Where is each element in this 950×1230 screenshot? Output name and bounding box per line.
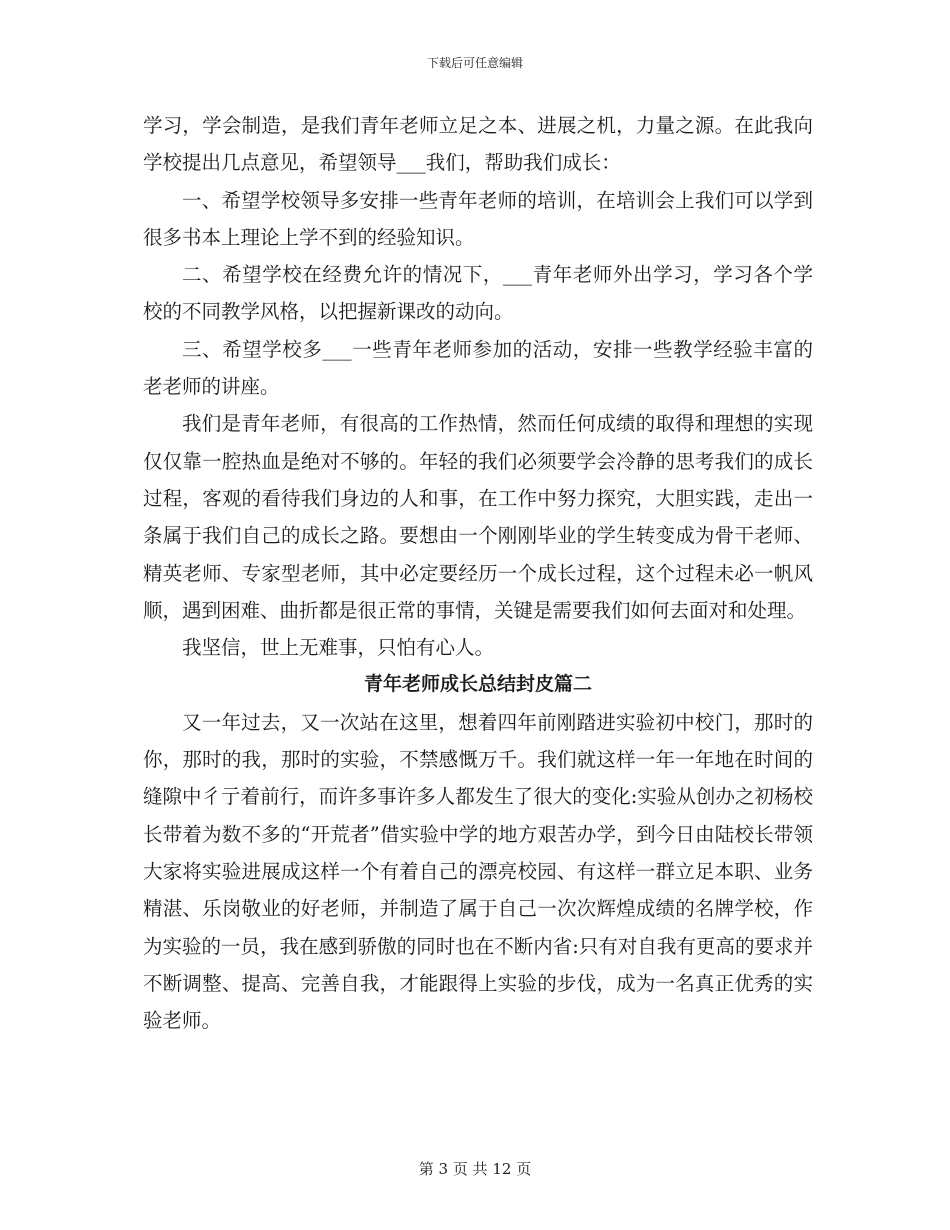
paragraph-2: 一、希望学校领导多安排一些青年老师的培训，在培训会上我们可以学到很多书本上理论上学不到的经验知识。 bbox=[143, 188, 813, 249]
page-footer-number: 第 3 页 共 12 页 bbox=[418, 1160, 532, 1178]
paragraph-7: 又一年过去，又一次站在这里，想着四年前刚踏进实验初中校门，那时的你，那时的我，那时的实验，不禁感慨万千。我们就这样一年一年地在时间的缝隙中彳亍着前行，而许多事许多人都发生了很大的变化:实验从创办之初杨校长带着为数不多的“开荒者”借实验中学的地方艰苦办学，到今日由陆校长带领大家将实验进展成这样一个有着自己的漂亮校园、有这样一群立足本职、业务精湛、乐岗敬业的好老师，并制造了属于自己一次次辉煌成绩的名牌学校，作为实验的一员，我在感到骄傲的同时也在不断内省:只有对自我有更高的要求并不断调整、提高、完善自我，才能跟得上实验的步伐，成为一名真正优秀的实验老师。 bbox=[143, 710, 813, 1033]
page-header-note: 下载后可任意编辑 bbox=[426, 56, 523, 70]
paragraph-1: 学习，学会制造，是我们青年老师立足之本、进展之机，力量之源。在此我向学校提出几点意见，希望领导___我们，帮助我们成长： bbox=[143, 114, 813, 175]
section-title: 青年老师成长总结封皮篇二 bbox=[363, 673, 592, 696]
document-body bbox=[143, 107, 813, 1039]
paragraph-6: 我坚信，世上无难事，只怕有心人。 bbox=[182, 636, 495, 660]
paragraph-4: 三、希望学校多___一些青年老师参加的活动，安排一些教学经验丰富的老老师的讲座。 bbox=[143, 337, 813, 399]
paragraph-5: 我们是青年老师，有很高的工作热情，然而任何成绩的取得和理想的实现仅仅靠一腔热血是绝对不够的。年轻的我们必须要学会冷静的思考我们的成长过程，客观的看待我们身边的人和事，在工作中努力探究，大胆实践，走出一条属于我们自己的成长之路。要想由一个刚刚毕业的学生转变成为骨干老师、精英老师、专家型老师，其中必定要经历一个成长过程，这个过程未必一帆风顺，遇到困难、曲折都是很正常的事情，关键是需要我们如何去面对和处理。 bbox=[143, 412, 813, 622]
paragraph-3: 二、希望学校在经费允许的情况下，___青年老师外出学习，学习各个学校的不同教学风格，以把握新课改的动向。 bbox=[143, 263, 813, 324]
